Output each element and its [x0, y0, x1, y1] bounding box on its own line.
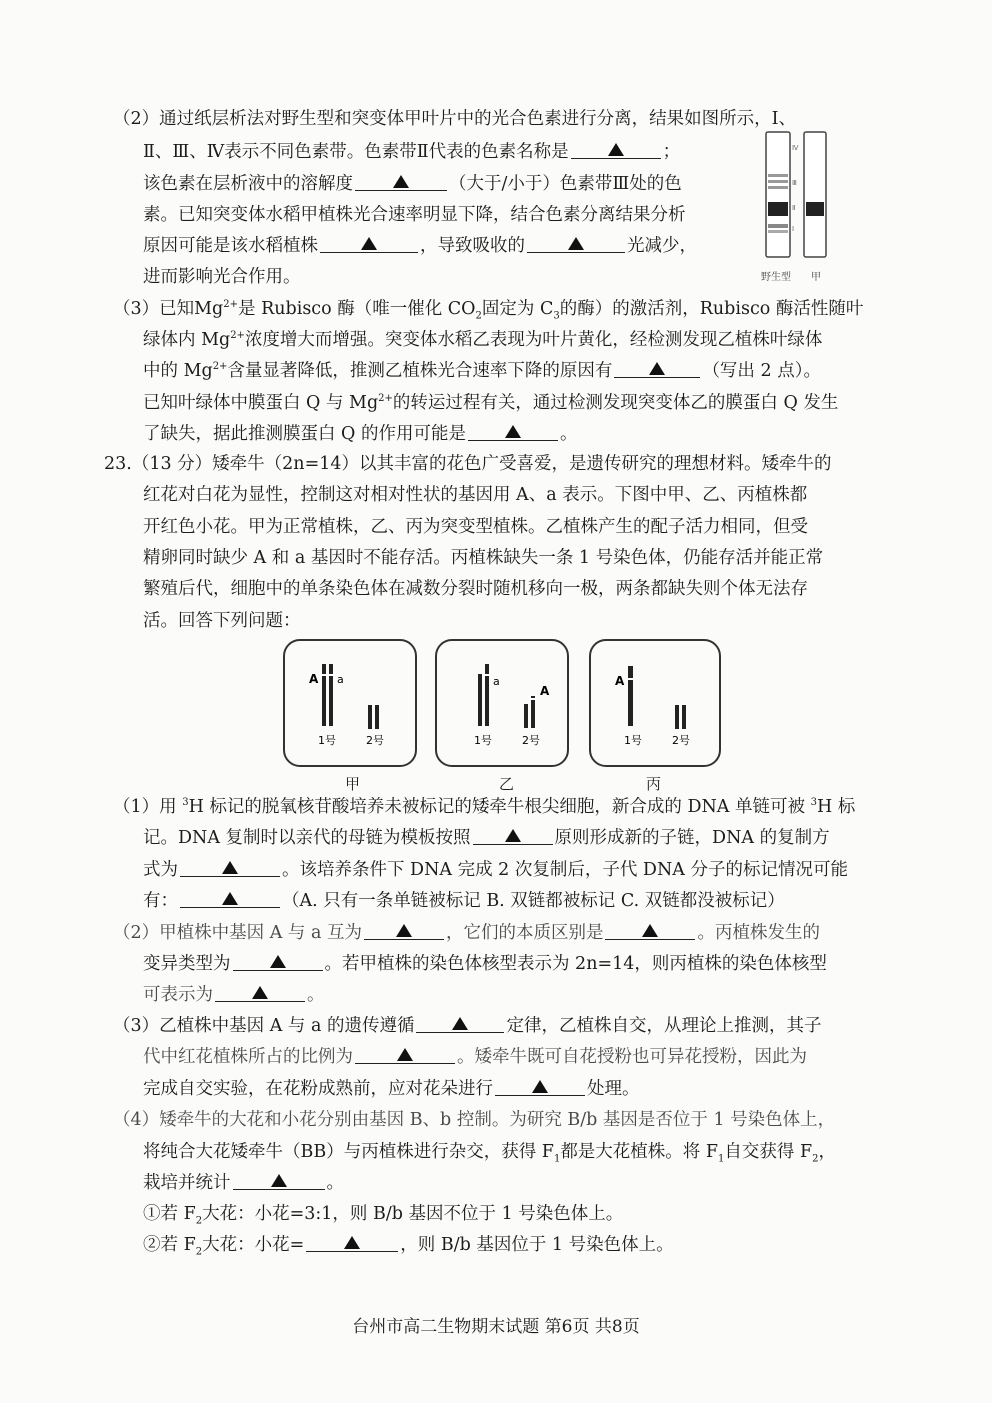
mutant-strip	[804, 132, 826, 257]
q22-3-line-1: （3）已知$Mg^{2+}$是 Rubisco 酶（唯一催化 $CO_2$固定为 $C_3$的酶）的激活剂，Rubisco 酶活性随叶	[113, 299, 864, 322]
q22-2-line-4: 素。已知突变体水稻甲植株光合速率明显下降，结合色素分离结果分析	[143, 205, 686, 225]
wild-band-2	[768, 202, 788, 216]
q22-3-line-4: 已知叶绿体中膜蛋白 Q 与 $Mg^{2+}$的转运过程有关，通过检测发现突变体乙的膜蛋白 Q 发生	[143, 393, 839, 413]
q23-line-4: 精卵同时缺少 A 和 a 基因时不能存活。丙植株缺失一条 1 号染色体，仍能存活并能正常	[143, 548, 824, 568]
band-label-2: Ⅱ	[792, 204, 796, 212]
answer-blank[interactable]	[306, 1233, 398, 1252]
yi-gene-A: A	[540, 684, 550, 698]
answer-blank[interactable]	[495, 1077, 585, 1096]
caption-jia: 甲	[345, 775, 361, 793]
q22-2-line-1: （2）通过纸层析法对野生型和突变体甲叶片中的光合色素进行分离，结果如图所示，Ⅰ、	[113, 109, 797, 129]
q23-4-line-4: ①若 $F_2$大花：小花=3:1，则 B/b 基因不位于 1 号染色体上。	[143, 1204, 624, 1227]
page-footer: 台州市高二生物期末试题 第6页 共8页	[352, 1317, 640, 1337]
mutant-band-2	[806, 202, 824, 216]
wild-band-3b	[768, 180, 788, 183]
band-label-1: Ⅰ	[792, 225, 795, 233]
answer-blank[interactable]	[605, 921, 695, 940]
q23-4-line-3: 栽培并统计 。	[143, 1173, 344, 1193]
answer-blank[interactable]	[355, 172, 447, 191]
q23-1-line-1: （1）用 $^3$H 标记的脱氧核苷酸培养未被标记的矮牵牛根尖细胞，新合成的 DNA 单链可被 $^3$H 标	[113, 797, 856, 817]
bing-gene-A: A	[615, 674, 625, 688]
mutant-label: 甲	[811, 272, 821, 283]
yi-chr1-label: 1号	[474, 734, 492, 747]
yi-gene-locus-a	[483, 674, 491, 676]
q22-2-line-3: 该色素在层析液中的溶解度 （大于/小于）色素带Ⅲ处的色	[143, 174, 682, 194]
answer-blank[interactable]	[233, 1171, 325, 1190]
band-label-3: Ⅲ	[792, 179, 797, 187]
answer-blank[interactable]	[364, 921, 444, 940]
answer-blank[interactable]	[571, 140, 661, 159]
jia-chr2-b	[375, 705, 379, 729]
q23-line-1: 23.（13 分）矮牵牛（2n=14）以其丰富的花色广受喜爱，是遗传研究的理想材料。矮牵牛的	[104, 454, 832, 474]
chromosome-figure	[282, 638, 722, 770]
q23-line-3: 开红色小花。甲为正常植株，乙、丙为突变型植株。乙植株产生的配子活力相同，但受	[143, 517, 808, 537]
bing-chr2-label: 2号	[672, 734, 690, 747]
yi-gene-locus-A	[529, 698, 537, 700]
answer-blank[interactable]	[527, 234, 625, 253]
q23-2-line-2: 变异类型为 。若甲植株的染色体核型表示为 2n=14，则丙植株的染色体核型	[143, 954, 827, 974]
caption-bing: 丙	[646, 775, 662, 793]
wild-band-1a	[768, 224, 788, 228]
bing-chr1	[628, 666, 633, 726]
q23-1-line-3: 式为 。该培养条件下 DNA 完成 2 次复制后，子代 DNA 分子的标记情况可能	[143, 860, 848, 880]
answer-blank[interactable]	[473, 826, 553, 845]
q22-2-line-5: 原因可能是该水稻植株 ，导致吸收的 光减少，	[143, 236, 697, 256]
answer-blank[interactable]	[355, 1045, 455, 1064]
yi-chr2-label: 2号	[522, 734, 540, 747]
jia-gene-A: A	[309, 672, 319, 686]
bing-chr1-label: 1号	[624, 734, 642, 747]
q22-3-line-5: 了缺失，据此推测膜蛋白 Q 的作用可能是 。	[143, 424, 578, 444]
q23-2-line-3: 可表示为 。	[143, 985, 325, 1005]
caption-yi: 乙	[499, 775, 515, 793]
band-label-4: Ⅳ	[792, 144, 799, 152]
q22-3-line-3: 中的 $Mg^{2+}$含量显著降低，推测乙植株光合速率下降的原因有 （写出 2 点）。	[143, 361, 821, 381]
wild-band-3c	[768, 186, 788, 189]
panel-yi	[436, 640, 568, 766]
wild-band-3a	[768, 174, 788, 177]
answer-blank[interactable]	[180, 889, 280, 908]
bing-gene-locus	[626, 678, 635, 680]
answer-blank[interactable]	[614, 359, 700, 378]
q23-3-line-1: （3）乙植株中基因 A 与 a 的遗传遵循 定律，乙植株自交，从理论上推测，其子	[113, 1016, 822, 1036]
q23-line-2: 红花对白花为显性，控制这对相对性状的基因用 A、a 表示。下图中甲、乙、丙植株都	[143, 485, 808, 505]
yi-chr1-a	[478, 674, 482, 726]
wild-band-1b	[768, 230, 788, 233]
q23-line-6: 活。回答下列问题：	[143, 611, 301, 631]
wild-type-strip	[766, 132, 790, 257]
answer-blank[interactable]	[233, 952, 323, 971]
jia-gene-locus	[320, 674, 335, 676]
wild-type-label: 野生型	[761, 272, 791, 283]
jia-chr2-a	[368, 705, 372, 729]
q22-2-line-6: 进而影响光合作用。	[143, 267, 301, 287]
yi-chr2-a	[524, 704, 528, 728]
answer-blank[interactable]	[468, 422, 558, 441]
q22-2-line-2: Ⅱ、Ⅲ、Ⅳ表示不同色素带。色素带Ⅱ代表的色素名称是 ；	[143, 142, 681, 162]
answer-blank[interactable]	[215, 983, 305, 1002]
yi-chr2-b	[531, 696, 535, 728]
q23-4-line-2: 将纯合大花矮牵牛（BB）与丙植株进行杂交，获得 $F_1$都是大花植株。将 $F_1$自交获得 $F_2$，	[143, 1142, 836, 1165]
answer-blank[interactable]	[320, 234, 418, 253]
jia-gene-a: a	[337, 673, 344, 686]
q23-line-5: 繁殖后代，细胞中的单条染色体在减数分裂时随机移向一极，两条都缺失则个体无法存	[143, 579, 808, 599]
jia-chr1-label: 1号	[318, 734, 336, 747]
q23-4-line-1: （4）矮牵牛的大花和小花分别由基因 B、b 控制。为研究 B/b 基因是否位于 1 号染色体上，	[113, 1110, 836, 1130]
q23-3-line-3: 完成自交实验，在花粉成熟前，应对花朵进行 处理。	[143, 1079, 640, 1099]
jia-chr1-b	[329, 664, 333, 726]
q23-3-line-2: 代中红花植株所占的比例为 。矮牵牛既可自花授粉也可异花授粉，因此为	[143, 1047, 807, 1067]
jia-chr1-a	[322, 664, 326, 726]
q23-1-line-2: 记。DNA 复制时以亲代的母链为模板按照 原则形成新的子链，DNA 的复制方	[143, 828, 830, 848]
yi-gene-a: a	[493, 675, 500, 688]
chromatography-figure	[758, 130, 840, 288]
q22-3-line-2: 绿体内 $Mg^{2+}$浓度增大而增强。突变体水稻乙表现为叶片黄化，经检测发现乙植株叶绿体	[143, 330, 823, 350]
bing-chr2-b	[682, 705, 686, 729]
panel-bing	[590, 640, 720, 766]
yi-chr1-b	[485, 664, 489, 726]
q23-4-line-5: ②若 $F_2$大花：小花= ，则 B/b 基因位于 1 号染色体上。	[143, 1235, 674, 1258]
q23-2-line-1: （2）甲植株中基因 A 与 a 互为 ，它们的本质区别是 。丙植株发生的	[113, 923, 820, 943]
answer-blank[interactable]	[180, 858, 280, 877]
bing-chr2-a	[675, 705, 679, 729]
panel-jia	[284, 640, 416, 766]
answer-blank[interactable]	[416, 1014, 504, 1033]
q23-1-line-4: 有： （A. 只有一条单链被标记 B. 双链都被标记 C. 双链都没被标记）	[143, 891, 785, 911]
jia-chr2-label: 2号	[366, 734, 384, 747]
